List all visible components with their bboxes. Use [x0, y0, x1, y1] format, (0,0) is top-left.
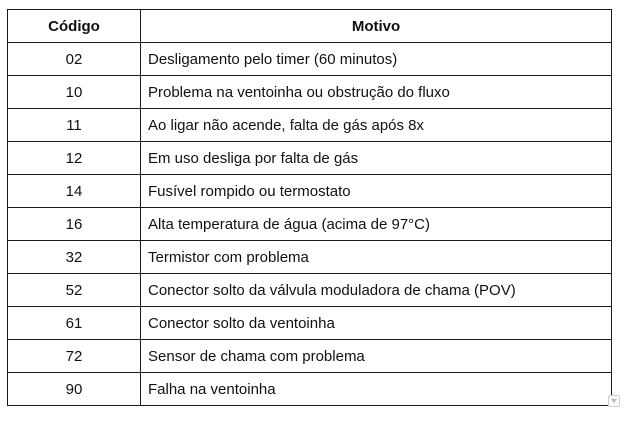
table-row — [8, 109, 612, 142]
table-row — [8, 373, 612, 406]
cell-reason: Desligamento pelo timer (60 minutos) — [141, 43, 612, 76]
cell-reason: Alta temperatura de água (acima de 97°C) — [141, 208, 612, 241]
error-code-table-container — [7, 9, 611, 406]
table-row — [8, 76, 612, 109]
cell-code: 16 — [8, 208, 141, 241]
cell-code: 61 — [8, 307, 141, 340]
cell-code: 52 — [8, 274, 141, 307]
error-code-table — [7, 9, 612, 406]
cell-reason: Fusível rompido ou termostato — [141, 175, 612, 208]
cell-reason: Problema na ventoinha ou obstrução do fluxo — [141, 76, 612, 109]
table-row — [8, 142, 612, 175]
cell-code: 10 — [8, 76, 141, 109]
table-row — [8, 307, 612, 340]
table-header-row — [8, 10, 612, 43]
table-row — [8, 175, 612, 208]
cell-reason: Em uso desliga por falta de gás — [141, 142, 612, 175]
header-code: Código — [8, 10, 141, 43]
cell-reason: Sensor de chama com problema — [141, 340, 612, 373]
cell-code: 72 — [8, 340, 141, 373]
cell-reason: Conector solto da válvula moduladora de chama (POV) — [141, 274, 612, 307]
table-resize-handle-icon[interactable] — [608, 395, 620, 407]
table-row — [8, 274, 612, 307]
cell-reason: Termistor com problema — [141, 241, 612, 274]
cell-code: 02 — [8, 43, 141, 76]
table-row — [8, 340, 612, 373]
cell-code: 14 — [8, 175, 141, 208]
cell-reason: Falha na ventoinha — [141, 373, 612, 406]
cell-reason: Conector solto da ventoinha — [141, 307, 612, 340]
table-row — [8, 208, 612, 241]
cell-code: 11 — [8, 109, 141, 142]
cell-code: 90 — [8, 373, 141, 406]
header-reason: Motivo — [141, 10, 612, 43]
cell-code: 32 — [8, 241, 141, 274]
table-row — [8, 241, 612, 274]
cell-code: 12 — [8, 142, 141, 175]
cell-reason: Ao ligar não acende, falta de gás após 8x — [141, 109, 612, 142]
table-row — [8, 43, 612, 76]
